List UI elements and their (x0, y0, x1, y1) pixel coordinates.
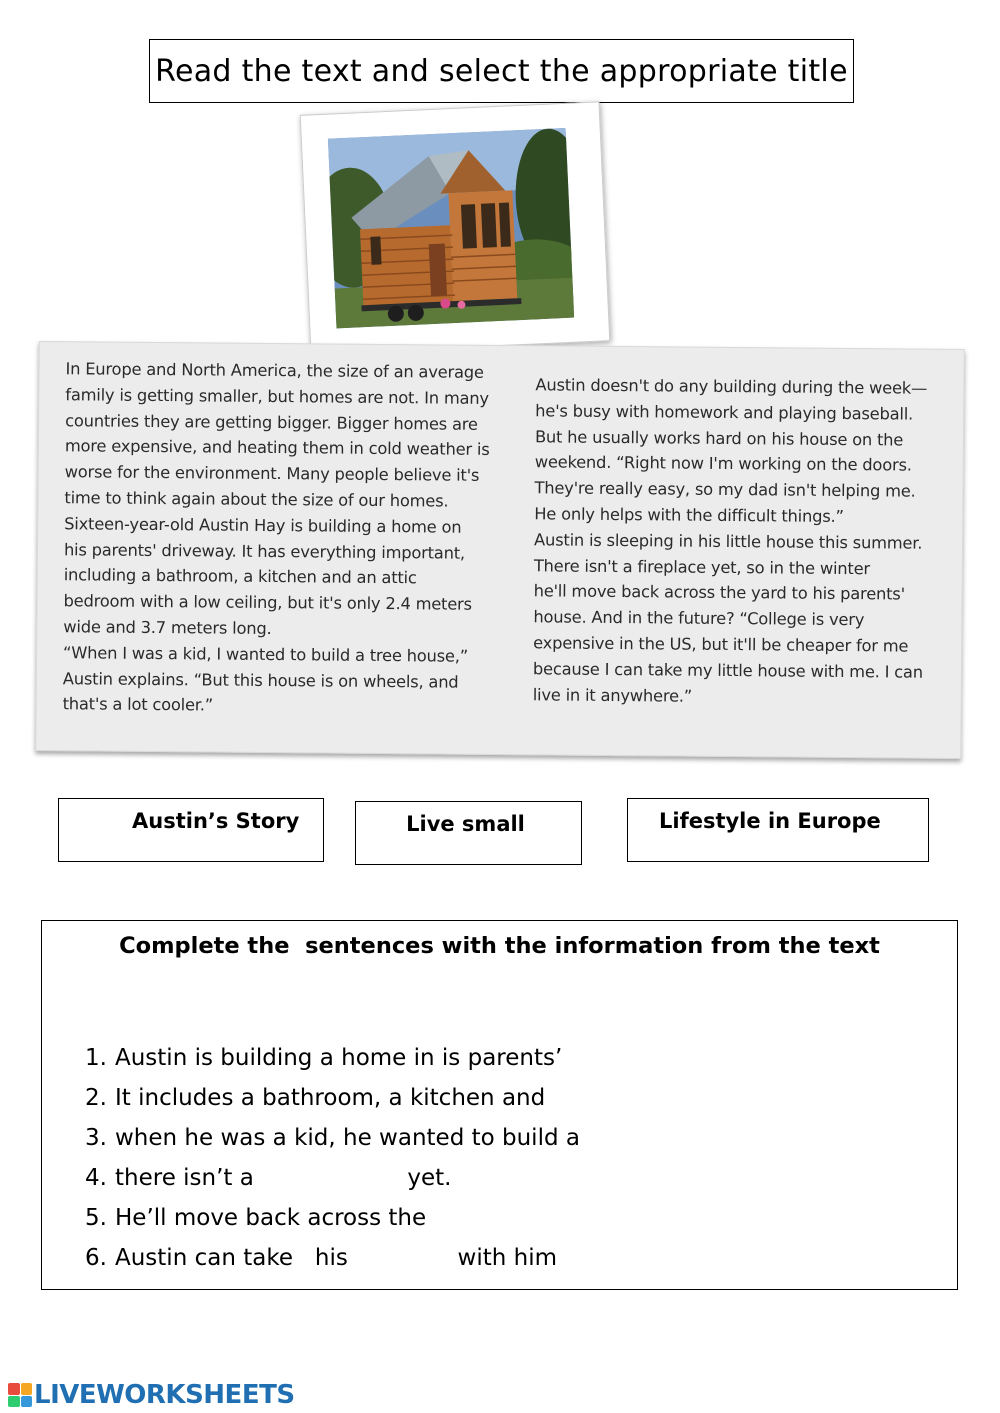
title-option-lifestyle-in-europe[interactable]: Lifestyle in Europe (627, 798, 929, 862)
exercise-heading: Complete the sentences with the information from the text (119, 933, 880, 959)
sentence-item (85, 1118, 580, 1158)
reading-text-panel (35, 341, 965, 759)
sentence-text: Austin can take his with him (115, 1245, 558, 1271)
liveworksheets-logo-text: LIVEWORKSHEETS (34, 1380, 295, 1410)
sentence-number: 6. (85, 1245, 107, 1271)
house-photo-frame (300, 101, 611, 354)
reading-paragraph-left: In Europe and North America, the size of an average family is getting smaller, but homes are not. In many countries they are getting bigger. Bigger homes are more expensive, and heating them in cold weather is worse for the environment. Many people believe it's time to think again about the size of our homes. Sixteen-year-old Austin Hay is building a home on his parents' driveway. It has everything important, including a bathroom, a kitchen and an attic bedroom with a low ceiling, but it's only 2.4 meters wide and 3.7 meters long. “When I was a kid, I wanted to build a tree house,” Austin explains. “But this house is on wheels, and that's a lot cooler.” (62, 359, 490, 715)
sentence-number: 2. (85, 1085, 107, 1111)
sentence-number: 5. (85, 1205, 107, 1231)
sentence-number: 4. (85, 1165, 107, 1191)
reading-text-left-column (63, 356, 514, 721)
sentence-text: Austin is building a home in is parents’ (115, 1045, 563, 1071)
title-option-live-small[interactable]: Live small (355, 801, 582, 865)
sentence-number: 1. (85, 1045, 107, 1071)
worksheet-title: Read the text and select the appropriate title (149, 39, 854, 103)
sentence-item (85, 1238, 580, 1278)
sentence-item (85, 1158, 580, 1198)
liveworksheets-logo-icon (8, 1383, 32, 1407)
sentence-text: when he was a kid, he wanted to build a (115, 1125, 580, 1151)
sentence-item (85, 1078, 580, 1118)
reading-paragraph-right: Austin doesn't do any building during the week— he's busy with homework and playing baseball. But he usually works hard on his house on the weekend. “Right now I'm working on the doors. They're really easy, so my dad isn't helping me. He only helps with the difficult things.” Austin is sleeping in his little house this summer. There isn't a fireplace yet, so in the winter he'll move back across the yard to his parents' house. And in the future? “College is very expensive in the US, but it'll be cheaper for me because I can take my little house with me. I can live in it anywhere.” (532, 375, 928, 706)
sentence-text: there isn’t a yet. (115, 1165, 452, 1191)
complete-sentences-box (41, 920, 958, 1290)
sentence-item (85, 1198, 580, 1238)
reading-text-right-column (533, 372, 956, 711)
sentence-text: It includes a bathroom, a kitchen and (115, 1085, 546, 1111)
sentence-text: He’ll move back across the (115, 1205, 427, 1231)
title-option-austins-story[interactable]: Austin’s Story (58, 798, 324, 862)
sentence-list (85, 1038, 580, 1278)
liveworksheets-logo (8, 1380, 295, 1410)
sentence-item (85, 1038, 580, 1078)
sentence-number: 3. (85, 1125, 107, 1151)
tiny-house-photo (328, 128, 574, 329)
